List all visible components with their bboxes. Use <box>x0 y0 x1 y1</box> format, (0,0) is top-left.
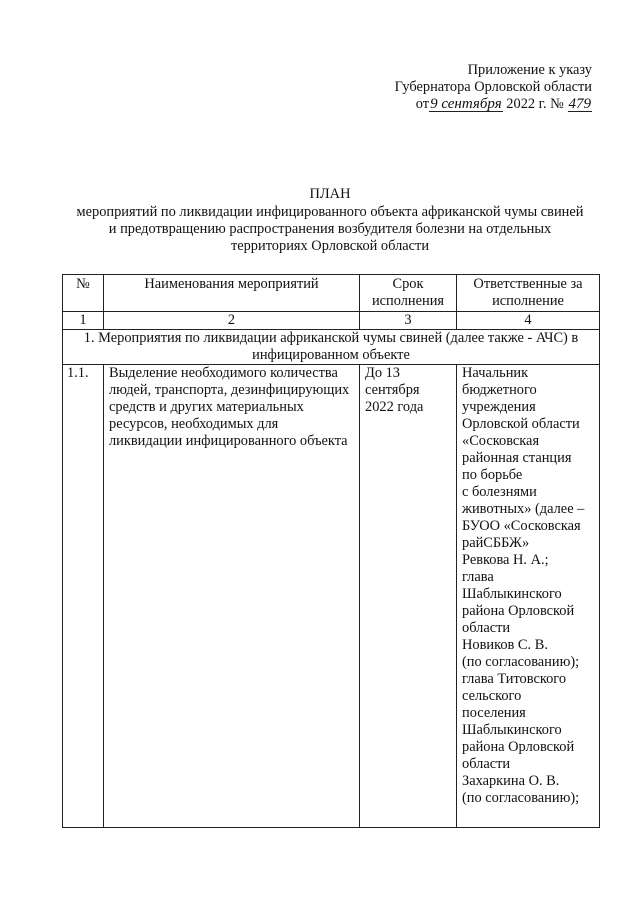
responsible-line: животных» (далее – <box>462 501 585 517</box>
responsible-line: учреждения <box>462 399 536 415</box>
appendix-line-1: Приложение к указу <box>467 62 592 78</box>
plan-title-line-3: территориях Орловской области <box>230 238 430 254</box>
appendix-date-line <box>370 96 592 113</box>
responsible-line: БУОО «Сосковская <box>462 518 581 534</box>
column-number-3: 3 <box>360 312 457 330</box>
plan-table <box>62 274 600 828</box>
column-number-row <box>63 312 600 330</box>
responsible-line: «Сосковская <box>462 433 540 449</box>
responsible-line: с болезнями <box>462 484 537 500</box>
responsible-line: области <box>462 620 511 636</box>
row-responsible <box>457 365 600 828</box>
table-row <box>63 365 600 828</box>
responsible-line: сельского <box>462 688 522 704</box>
responsible-line: поселения <box>462 705 526 721</box>
from-label: от <box>415 96 430 112</box>
appendix-line-2: Губернатора Орловской области <box>394 79 592 95</box>
plan-title-main: ПЛАН <box>309 186 351 202</box>
responsible-line: глава Титовского <box>462 671 567 687</box>
responsible-line: (по согласованию); <box>462 790 580 806</box>
header-deadline: Срок исполнения <box>360 275 457 312</box>
header-responsible: Ответственные за исполнение <box>457 275 600 312</box>
responsible-line: области <box>462 756 511 772</box>
responsible-line: Орловской области <box>462 416 580 432</box>
header-number: № <box>63 275 104 312</box>
responsible-line: Шаблыкинского <box>462 722 562 738</box>
plan-title-line-2: и предотвращению распространения возбудителя болезни на отдельных <box>108 221 552 237</box>
responsible-line: Захаркина О. В. <box>462 773 560 789</box>
responsible-line: района Орловской <box>462 603 575 619</box>
handwritten-number: 479 <box>568 96 591 112</box>
responsible-line: райСББЖ» <box>462 535 530 551</box>
responsible-line: (по согласованию); <box>462 654 580 670</box>
year-label: 2022 г. № <box>506 96 564 112</box>
responsible-line: Ревкова Н. А.; <box>462 552 549 568</box>
row-number: 1.1. <box>63 365 104 828</box>
responsible-line: Начальник <box>462 365 529 381</box>
row-deadline: До 13 сентября 2022 года <box>360 365 457 828</box>
header-activity-name: Наименования мероприятий <box>104 275 360 312</box>
table-header-row <box>63 275 600 312</box>
section-row <box>63 330 600 365</box>
responsible-line: районная станция <box>462 450 572 466</box>
responsible-line: Шаблыкинского <box>462 586 562 602</box>
column-number-4: 4 <box>457 312 600 330</box>
row-activity-name: Выделение необходимого количества людей, транспорта, дезинфицирующих средств и других материальных ресурсов, необходимых для ликвидации инфицированного объекта <box>104 365 360 828</box>
responsible-line: района Орловской <box>462 739 575 755</box>
plan-title-line-1: мероприятий по ликвидации инфицированного объекта африканской чумы свиней <box>76 204 584 220</box>
responsible-line: глава <box>462 569 494 585</box>
section-title: 1. Мероприятия по ликвидации африканской чумы свиней (далее также - АЧС) в инфицированном объекте <box>63 330 600 365</box>
column-number-1: 1 <box>63 312 104 330</box>
column-number-2: 2 <box>104 312 360 330</box>
responsible-line: по борьбе <box>462 467 523 483</box>
responsible-line: бюджетного <box>462 382 537 398</box>
handwritten-date: 9 сентября <box>430 96 502 112</box>
responsible-line: Новиков С. В. <box>462 637 548 653</box>
appendix-header <box>370 62 592 113</box>
plan-title <box>50 186 610 255</box>
